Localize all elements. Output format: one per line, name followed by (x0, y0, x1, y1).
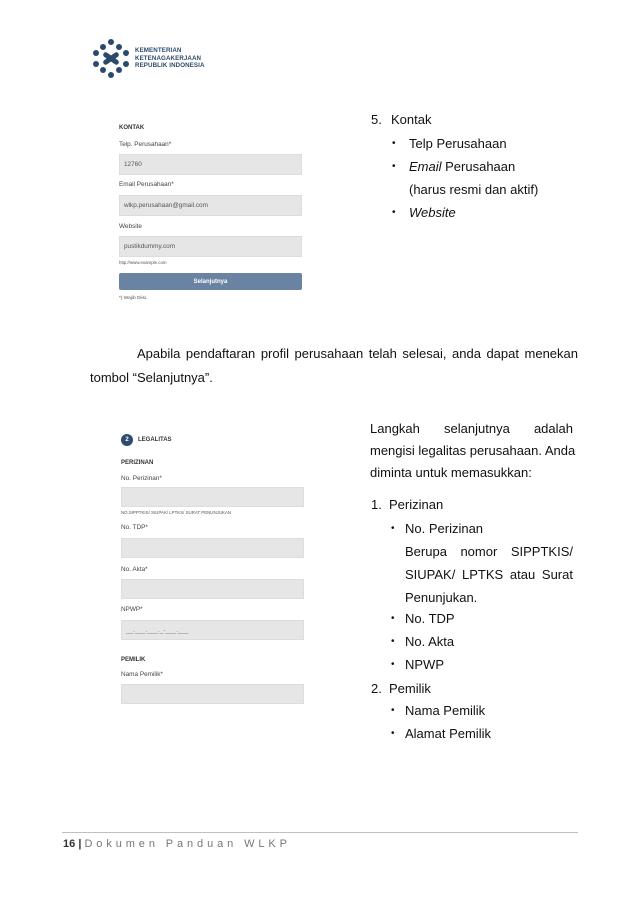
kontak-section-title: KONTAK (119, 125, 145, 131)
perizinan-bullet-1: • (391, 523, 395, 534)
sub-no-tdp: No. TDP (405, 611, 455, 626)
no-tdp-label: No. TDP* (121, 524, 148, 531)
legalitas-intro-line-1 (370, 421, 573, 436)
sub-no-perizinan: No. Perizinan (405, 521, 484, 536)
email-label: Email Perusahaan* (119, 181, 174, 188)
next-button[interactable]: Selanjutnya (119, 273, 302, 290)
paragraph-word: dapat (486, 346, 519, 361)
paragraph-word: telah (368, 346, 397, 361)
perizinan-bullet-4: • (391, 659, 395, 670)
paragraph-word: profil (260, 346, 289, 361)
sub-nama-pemilik: Nama Pemilik (405, 703, 486, 718)
paragraph-word: perusahaan (294, 346, 364, 361)
perizinan-section-title: PERIZINAN (121, 460, 154, 466)
no-akta-label: No. Akta* (121, 566, 148, 573)
website-label: Website (119, 223, 142, 230)
kontak-sub-telp (409, 136, 507, 151)
intro-word: Langkah (370, 421, 420, 436)
required-asterisk: * (119, 296, 121, 301)
paragraph-word: selesai, (402, 346, 447, 361)
sub-npwp: NPWP (405, 657, 444, 672)
paragraph-word: pendaftaran (185, 346, 256, 361)
kontak-sub-email-note (409, 182, 538, 197)
paragraph-line-2: tombol “Selanjutnya”. (90, 370, 213, 385)
no-perizinan-label: No. Perizinan* (121, 475, 162, 482)
ministry-emblem-icon (90, 37, 132, 80)
desc-word: SIPPTKIS/ (510, 544, 573, 559)
no-akta-input[interactable] (121, 579, 304, 599)
npwp-label: NPWP* (121, 606, 143, 613)
sub-no-perizinan-desc-1 (405, 544, 573, 559)
intro-word: adalah (533, 421, 573, 436)
kontak-bullet-2: • (392, 161, 396, 172)
page-number: 16 (63, 838, 76, 850)
required-text: ) Wajib Diisi. (120, 296, 148, 301)
legalitas-intro-line-2: mengisi legalitas perusahaan. Anda (370, 443, 576, 458)
kontak-sub-email-note-text: (harus resmi dan aktif) (409, 182, 539, 197)
desc-word: Berupa (405, 544, 447, 559)
desc-word: nomor (460, 544, 498, 559)
paragraph-word: anda (452, 346, 481, 361)
kontak-sub-telp-text: Telp Perusahaan (409, 136, 507, 151)
perizinan-bullet-3: • (391, 636, 395, 647)
kontak-item-title: Kontak (391, 112, 432, 127)
kontak-bullet-3: • (392, 207, 396, 218)
kontak-sub-email-em: Email (409, 159, 442, 174)
ministry-name (135, 47, 205, 70)
pemilik-item-number: 2. (371, 681, 382, 696)
kontak-sub-email (409, 159, 515, 174)
sub-alamat-pemilik: Alamat Pemilik (405, 726, 491, 741)
npwp-input[interactable]: __.___.___._-___.___ (121, 620, 304, 640)
kontak-bullet-1: • (392, 138, 396, 149)
kontak-item-number: 5. (371, 112, 382, 127)
telp-label: Telp. Perusahaan* (119, 141, 172, 148)
ministry-logo (90, 37, 214, 80)
paragraph-line-1 (137, 346, 578, 361)
pemilik-section-title: PEMILIK (121, 657, 146, 663)
legalitas-form-screenshot (116, 430, 308, 706)
pemilik-item-title: Pemilik (389, 681, 431, 696)
logo-line-3: REPUBLIK INDONESIA (135, 62, 205, 70)
paragraph-word: Apabila (137, 346, 181, 361)
nama-pemilik-label: Nama Pemilik* (121, 671, 163, 678)
perizinan-bullet-2: • (391, 613, 395, 624)
desc-word: LPTKS (462, 567, 504, 582)
logo-line-2: KETENAGAKERJAAN (135, 54, 202, 62)
intro-word: selanjutnya (444, 421, 510, 436)
kontak-form-screenshot (116, 120, 308, 305)
no-perizinan-input[interactable] (121, 487, 304, 507)
telp-input[interactable]: 12760 (119, 154, 302, 175)
paragraph-word: menekan (524, 346, 578, 361)
no-perizinan-hint: NO.SIPPTKIS/ SIUPAK/ LPTKS/ SURAT PENUNJUKAN (121, 510, 232, 515)
pemilik-bullet-2: • (391, 728, 395, 739)
step-number-badge: 2 (121, 434, 133, 446)
website-hint: http://www.example.com (119, 260, 167, 265)
nama-pemilik-input[interactable] (121, 684, 304, 704)
sub-no-perizinan-desc-2 (405, 567, 573, 582)
logo-line-1: KEMENTERIAN (135, 47, 182, 55)
email-input[interactable]: wlkp.perusahaan@gmail.com (119, 195, 302, 216)
kontak-sub-website (409, 205, 456, 220)
website-input[interactable]: pustikdummy.com (119, 236, 302, 257)
footer-separator: | (78, 838, 82, 850)
required-note (119, 296, 147, 301)
sub-no-akta: No. Akta (405, 634, 455, 649)
perizinan-item-title: Perizinan (389, 497, 444, 512)
desc-word: SIUPAK/ (405, 567, 456, 582)
sub-no-perizinan-desc-3: Penunjukan. (405, 590, 478, 605)
footer-doc-title: Dokumen Panduan WLKP (84, 838, 291, 850)
kontak-sub-website-em: Website (409, 205, 456, 220)
legalitas-step-title: LEGALITAS (138, 437, 172, 443)
pemilik-bullet-1: • (391, 705, 395, 716)
perizinan-item-number: 1. (371, 497, 382, 512)
legalitas-intro-line-3: diminta untuk memasukkan: (370, 465, 532, 480)
kontak-sub-email-text: Perusahaan (441, 159, 516, 174)
page-footer (63, 838, 291, 850)
footer-divider (62, 832, 578, 833)
desc-word: Surat (541, 567, 573, 582)
desc-word: atau (509, 567, 536, 582)
no-tdp-input[interactable] (121, 538, 304, 558)
